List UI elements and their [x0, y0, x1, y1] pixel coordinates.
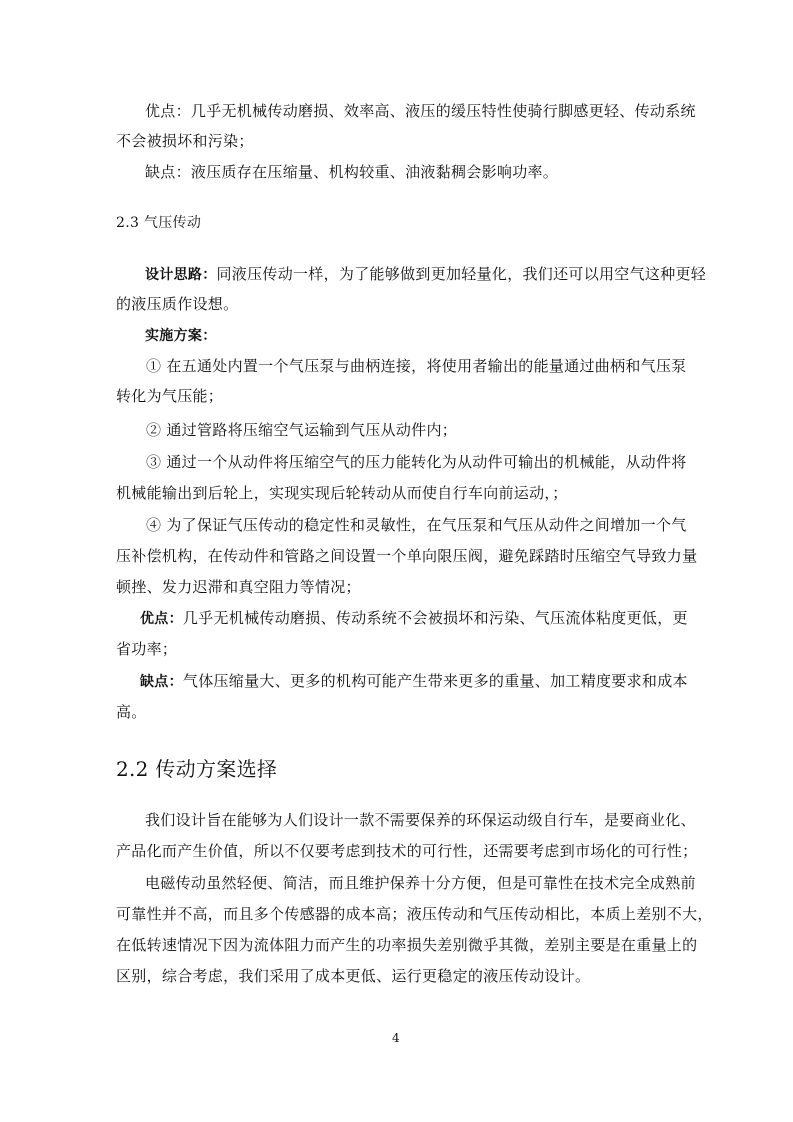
hydraulic-pros-line2: 不会被损坏和污染； [116, 132, 254, 150]
design-idea-line1 [145, 264, 706, 285]
design-idea-line2: 的液压质作设想。 [116, 295, 239, 313]
page-number: 4 [392, 1031, 400, 1045]
step3-line2: 机械能输出到后轮上，实现实现后轮转动从而使自行车向前运动，； [116, 484, 568, 502]
paragraph2-line1: 电磁传动虽然轻便、简洁，而且维护保养十分方便，但是可靠性在技术完全成熟前 [145, 874, 696, 892]
pneumatic-cons-text: 气体压缩量大、更多的机构可能产生带来更多的重量、加工精度要求和成本 [182, 672, 688, 690]
hydraulic-cons-line [145, 162, 558, 182]
paragraph1-line1: 我们设计旨在能够为人们设计一款不需要保养的环保运动级自行车，是要商业化、 [145, 811, 696, 829]
section-2-2-heading: 2.2 传动方案选择 [116, 757, 278, 781]
design-idea-text: 同液压传动一样，为了能够做到更加轻量化，我们还可以用空气这种更轻 [216, 265, 707, 283]
step4-line1: ④ 为了保证气压传动的稳定性和灵敏性，在气压泵和气压从动件之间增加一个气 [146, 516, 687, 534]
paragraph1-line2: 产品化而产生价值，所以不仅要考虑到技术的可行性，还需要考虑到市场化的可行性； [116, 842, 698, 860]
pneumatic-pros-line1 [140, 608, 688, 629]
step1-line2: 转化为气压能； [116, 387, 224, 405]
hydraulic-cons-label: 缺点： [145, 163, 191, 181]
step1-line1: ① 在五通处内置一个气压泵与曲柄连接，将使用者输出的能量通过曲柄和气压泵 [146, 357, 687, 375]
paragraph2-line3: 在低转速情况下因为流体阻力而产生的功率损失差别微乎其微，差别主要是在重量上的 [116, 936, 698, 954]
pneumatic-pros-text: 几乎无机械传动磨损、传动系统不会被损坏和污染、气压流体粘度更低，更 [182, 609, 688, 627]
step4-line3: 顿挫、发力迟滞和真空阻力等情况； [116, 578, 361, 596]
step3-line1: ③ 通过一个从动件将压缩空气的压力能转化为从动件可输出的机械能，从动件将 [146, 453, 687, 471]
step4-line2: 压补偿机构，在传动件和管路之间设置一个单向限压阀，避免踩踏时压缩空气导致力量 [116, 547, 698, 565]
pneumatic-cons-label: 缺点： [140, 674, 183, 690]
pneumatic-pros-line2: 省功率； [116, 640, 178, 658]
hydraulic-pros-text: 几乎无机械传动磨损、效率高、液压的缓压特性使骑行脚感更轻、传动系统 [190, 102, 696, 120]
hydraulic-cons-text: 液压质存在压缩量、机构较重、油液黏稠会影响功率。 [190, 163, 559, 181]
step2-line1: ② 通过管路将压缩空气运输到气压从动件内； [146, 421, 458, 439]
implementation-label: 实施方案： [145, 328, 217, 344]
pneumatic-cons-line2: 高。 [116, 703, 147, 721]
paragraph2-line2: 可靠性并不高，而且多个传感器的成本高；液压传动和气压传动相比，本质上差别不大， [116, 905, 713, 923]
pneumatic-cons-line1 [140, 671, 688, 692]
pneumatic-pros-label: 优点： [140, 611, 183, 627]
paragraph2-line4: 区别，综合考虑，我们采用了成本更低、运行更稳定的液压传动设计。 [116, 967, 591, 985]
hydraulic-pros-label: 优点： [145, 102, 191, 120]
hydraulic-pros-line1 [145, 101, 696, 121]
section-2-3-heading: 2.3 气压传动 [116, 215, 202, 231]
design-idea-label: 设计思路： [145, 267, 217, 283]
